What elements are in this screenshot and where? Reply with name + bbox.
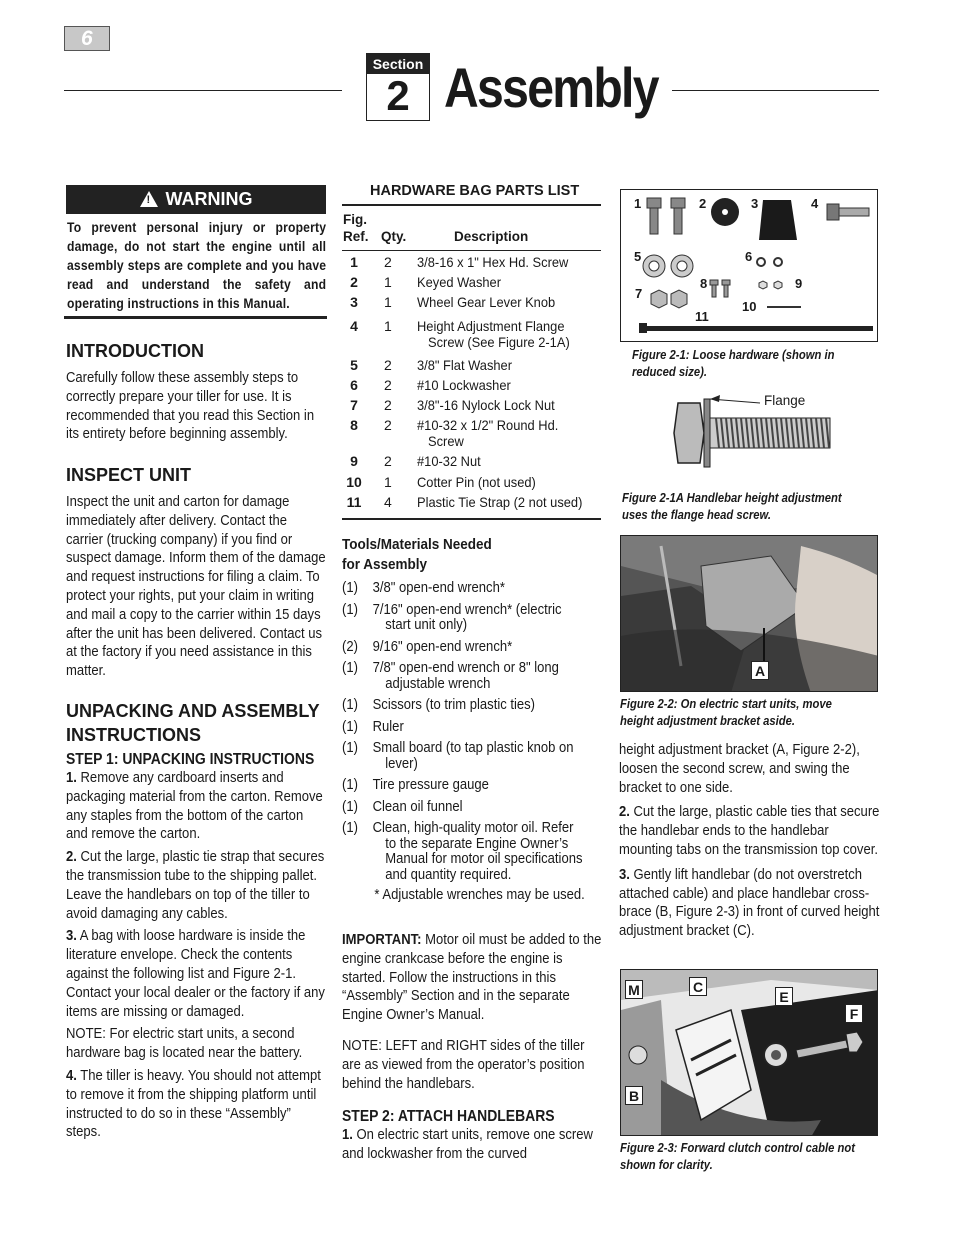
tool-item: [342, 741, 603, 772]
col-fig-1: Fig.: [343, 212, 367, 227]
fig3-label-e: E: [775, 987, 793, 1006]
warning-triangle-icon: !: [140, 191, 158, 207]
figure-2-3-caption: Figure 2-3: Forward clutch control cable not shown for clarity.: [620, 1141, 856, 1172]
tool-qty: (1): [342, 601, 358, 618]
introduction-heading: INTRODUCTION: [66, 341, 204, 361]
hardware-desc: Height Adjustment Flange: [417, 318, 565, 334]
tool-text-continued: and quantity required.: [385, 866, 512, 883]
fig3-label-f: F: [845, 1004, 863, 1023]
hardware-desc: Cotter Pin (not used): [417, 474, 536, 490]
page-title: Assembly: [444, 56, 658, 119]
tool-text: 9/16" open-end wrench*: [372, 638, 513, 655]
tool-text-continued: lever): [385, 755, 418, 772]
tool-qty: (2): [342, 638, 358, 655]
bracket-photo-illustration: [621, 536, 878, 692]
hardware-qty: 2: [384, 417, 392, 433]
fig3-label-c: C: [689, 977, 707, 996]
hardware-ref: 11: [346, 494, 362, 510]
hardware-desc-continued: Screw (See Figure 2-1A): [428, 334, 570, 350]
tool-text-continued: adjustable wrench: [385, 675, 491, 692]
figure-2-1-caption: Figure 2-1: Loose hardware (shown in reduced size).: [632, 348, 835, 379]
hardware-qty: 1: [384, 318, 392, 334]
flange-screw-illustration: [660, 385, 860, 480]
step2-continued: [619, 741, 879, 941]
hardware-header-rule: [342, 250, 601, 251]
page-number: 6: [64, 26, 110, 51]
hardware-ref: 8: [350, 417, 358, 433]
tool-text: Clean, high-quality motor oil. Refer: [372, 820, 574, 836]
col-qty: Qty.: [381, 229, 407, 244]
tool-item: [342, 581, 603, 597]
header-rule-right: [672, 90, 879, 91]
figure-2-2-photo: [620, 535, 878, 692]
step1-item-1: 1. Remove any cardboard inserts and packaging material from the carton. Remove any staples from the bottom of the carton and remove the carton.: [66, 770, 323, 843]
fig1-label-10: 10: [742, 299, 757, 314]
step1-item-4: 4. The tiller is heavy. You should not attempt to remove it from the shipping platform until instructed to do so in these “Assembly” steps.: [66, 1067, 321, 1141]
step2-item-1: 1. On electric start units, remove one screw and lockwasher from the curved: [342, 1127, 593, 1162]
hardware-qty: 1: [384, 474, 392, 490]
tool-item: [342, 698, 603, 714]
tool-text: Tire pressure gauge: [372, 777, 489, 793]
section-tag: Section: [367, 54, 429, 74]
hardware-ref: 1: [350, 254, 358, 270]
tool-qty: (1): [342, 740, 358, 756]
tool-qty: (1): [342, 718, 358, 735]
header-rule-left: [64, 90, 342, 91]
hardware-ref: 6: [350, 377, 358, 393]
hardware-qty: 2: [384, 254, 392, 270]
tool-text: Scissors (to trim plastic ties): [372, 697, 536, 713]
step1-heading: STEP 1: UNPACKING INSTRUCTIONS: [66, 751, 315, 768]
tool-qty: (1): [342, 580, 358, 596]
hardware-qty: 2: [384, 357, 392, 373]
hardware-qty: 1: [384, 294, 392, 310]
inspect-section: [66, 463, 328, 681]
step2-section: [342, 1108, 604, 1164]
warning-label: WARNING: [165, 189, 253, 209]
tool-qty: (1): [342, 777, 358, 793]
flange-label: Flange: [764, 393, 806, 408]
tool-item: [342, 640, 603, 656]
hardware-qty: 2: [384, 377, 392, 393]
tool-text: Small board (to tap plastic knob on: [372, 740, 574, 756]
tool-item: [342, 603, 603, 634]
tools-section: [342, 535, 604, 903]
sides-note: NOTE: LEFT and RIGHT sides of the tiller are as viewed from the operator’s position behind the handlebars.: [342, 1038, 585, 1092]
tool-text-continued: Manual for motor oil specifications: [385, 851, 583, 867]
hardware-ref: 3: [350, 294, 358, 310]
figure-2-1a-flange-screw: [660, 385, 860, 480]
tool-text-continued: start unit only): [385, 617, 468, 633]
introduction-section: [66, 339, 328, 444]
hardware-desc: 3/8"-16 Nylock Lock Nut: [417, 397, 555, 413]
tool-qty: (1): [342, 660, 358, 676]
step2-item-2: 2. Cut the large, plastic cable ties that secure the handlebar ends to the handlebar mounting tabs on the transmission top cover.: [619, 804, 880, 858]
important-text: Motor oil must be added to the engine crankcase before the engine is started. Follow the instructions in this “Assembly” Section and in the separate Engine Owner’s Manual.: [342, 932, 602, 1024]
section-box: [366, 53, 430, 121]
figure-2-1a-caption: Figure 2-1A Handlebar height adjustment uses the flange head screw.: [622, 491, 842, 522]
hardware-ref: 4: [350, 318, 358, 334]
hardware-qty: 2: [384, 397, 392, 413]
hardware-ref: 5: [350, 357, 358, 373]
hardware-qty: 1: [384, 274, 392, 290]
figure-2-3-photo: [620, 969, 878, 1136]
hardware-desc: #10 Lockwasher: [417, 377, 511, 393]
warning-header: [66, 185, 326, 214]
warning-text: To prevent personal injury or property damage, do not start the engine until all assembly steps are complete and you have read and understand the safety and operating instructions in this Manual.: [67, 220, 327, 311]
hardware-desc: 3/8" Flat Washer: [417, 357, 513, 373]
fig1-label-4: 4: [811, 196, 819, 211]
fig2-label-a: A: [751, 661, 769, 680]
hardware-ref: 2: [350, 274, 358, 290]
hardware-illustration: [621, 190, 878, 342]
introduction-text: Carefully follow these assembly steps to correctly prepare your tiller for use. It is recommended that you read this Section in its entirety before beginning assembly.: [66, 370, 315, 443]
tools-heading-2: for Assembly: [342, 556, 428, 573]
tool-text: 3/8" open-end wrench*: [372, 580, 505, 596]
hardware-desc: #10-32 Nut: [417, 453, 481, 469]
step2-heading: STEP 2: ATTACH HANDLEBARS: [342, 1108, 555, 1125]
hardware-desc: 3/8-16 x 1" Hex Hd. Screw: [417, 254, 569, 270]
fig1-label-1: 1: [634, 196, 642, 211]
hardware-desc: Plastic Tie Strap (2 not used): [417, 494, 583, 510]
important-note: [342, 931, 604, 1025]
tool-text-continued: to the separate Engine Owner’s: [385, 835, 569, 852]
fig1-label-3: 3: [751, 196, 759, 211]
tool-text: Clean oil funnel: [372, 798, 463, 815]
tools-heading-1: Tools/Materials Needed: [342, 536, 492, 553]
hardware-qty: 2: [384, 453, 392, 469]
hardware-desc: Wheel Gear Lever Knob: [417, 294, 556, 310]
hardware-ref: 10: [346, 474, 362, 490]
hardware-ref: 9: [350, 453, 358, 469]
tool-qty: (1): [342, 820, 358, 836]
tool-item: [342, 821, 603, 883]
step1-item-3: 3. A bag with loose hardware is inside the literature envelope. Check the contents against the following list and Figure 2-1. Contact your local dealer or the factory if any items are missing or damaged.: [66, 928, 325, 1020]
fig1-label-9: 9: [795, 276, 803, 291]
battery-note: NOTE: For electric start units, a second hardware bag is located near the battery.: [66, 1026, 303, 1062]
hardware-list-title: HARDWARE BAG PARTS LIST: [370, 183, 580, 199]
fig1-label-2: 2: [699, 196, 707, 211]
inspect-heading: INSPECT UNIT: [66, 465, 192, 485]
important-label: IMPORTANT:: [342, 932, 422, 948]
tool-item: [342, 800, 603, 816]
fig3-label-b: B: [625, 1086, 643, 1105]
warning-rule: [64, 316, 327, 319]
unpacking-heading-2: INSTRUCTIONS: [66, 725, 201, 745]
tool-qty: (1): [342, 798, 358, 815]
section-number: 2: [386, 72, 410, 119]
tool-item: [342, 778, 603, 794]
unpacking-section: [66, 699, 328, 1142]
hardware-qty: 4: [384, 494, 392, 510]
fig1-label-6: 6: [745, 249, 753, 264]
tool-item: [342, 661, 603, 692]
fig1-label-5: 5: [634, 249, 642, 264]
hardware-desc-continued: Screw: [428, 433, 464, 449]
col-desc: Description: [454, 229, 529, 244]
step2-item-3: 3. Gently lift handlebar (do not overstretch attached cable) and place handlebar cross-brace (B, Figure 2-3) in front of curved height adjustment bracket (C).: [619, 866, 880, 940]
tool-item: [342, 720, 603, 736]
step2-item-1-continued: height adjustment bracket (A, Figure 2-2), loosen the second screw, and swing the bracket to one side.: [619, 742, 860, 796]
tool-text: 7/16" open-end wrench* (electric: [372, 601, 562, 618]
tool-text: 7/8" open-end wrench or 8" long: [372, 660, 559, 676]
fig1-label-8: 8: [700, 276, 708, 291]
tool-qty: (1): [342, 697, 358, 713]
figure-2-1-loose-hardware: [620, 189, 878, 342]
inspect-text: Inspect the unit and carton for damage immediately after delivery. Contact the carrier (trucking company) if you find or suspect damage. Inform them of the damage and request instructions for filing a claim. To protect your rights, put your claim in writing and mail a copy to the carrier within 15 days after the unit has been delivered. Contact us at the factory if you need assistance in this matter.: [66, 494, 326, 680]
step1-item-2: 2. Cut the large, plastic tie strap that secures the transmission tube to the shipping pallet. Leave the handlebars on top of the tiller to avoid damaging any cables.: [66, 849, 325, 922]
hardware-title-rule: [342, 204, 601, 206]
figure-2-2-caption: Figure 2-2: On electric start units, move height adjustment bracket aside.: [620, 697, 832, 728]
tools-list: [342, 581, 603, 883]
fig1-label-11: 11: [695, 309, 709, 324]
unpacking-heading-1: UNPACKING AND ASSEMBLY: [66, 701, 320, 721]
hardware-ref: 7: [350, 397, 358, 413]
hardware-bottom-rule: [342, 518, 601, 520]
hardware-table-header: [342, 212, 601, 251]
fig1-label-7: 7: [635, 286, 643, 301]
tools-footnote: * Adjustable wrenches may be used.: [374, 887, 585, 903]
hardware-desc: #10-32 x 1/2" Round Hd.: [417, 417, 559, 433]
tool-text: Ruler: [372, 718, 404, 735]
col-fig-2: Ref.: [343, 229, 369, 244]
handlebar-assembly-illustration: [621, 970, 878, 1136]
hardware-desc: Keyed Washer: [417, 274, 502, 290]
fig3-label-m: M: [625, 980, 643, 999]
